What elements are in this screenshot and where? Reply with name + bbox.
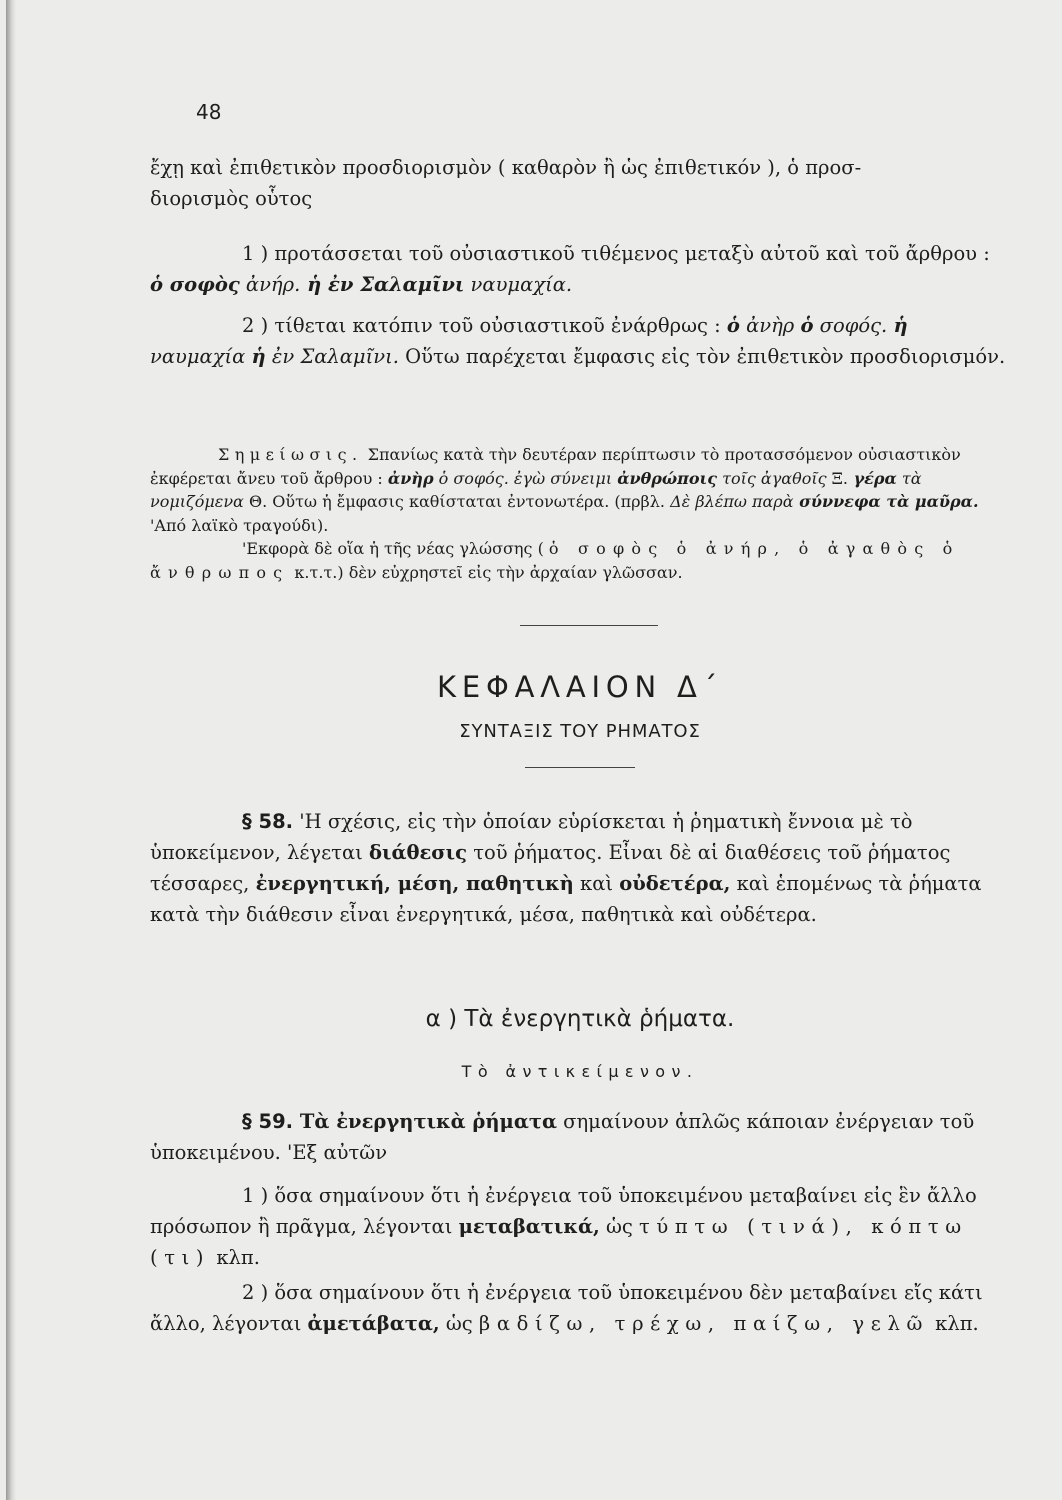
example-italic: ἀνήρ. bbox=[239, 273, 301, 296]
bold-term: μεταβατικά, bbox=[458, 1215, 600, 1238]
divider-rule bbox=[520, 625, 658, 626]
note-example-italic: Δὲ βλέπω παρὰ bbox=[670, 492, 794, 511]
example-bold: ἡ ἐν Σαλαμῖνι bbox=[300, 273, 465, 296]
note-reference: Ξ. bbox=[826, 468, 849, 488]
example-italic: σοφός. bbox=[813, 314, 888, 337]
list-text: κλπ. bbox=[928, 1312, 979, 1335]
example-italic: ναυμαχία. bbox=[464, 273, 573, 296]
note-example-italic: τοῖς ἀγαθοῖς bbox=[717, 468, 827, 488]
example-bold: ἡ bbox=[893, 314, 908, 337]
example-bold: ὁ bbox=[800, 314, 814, 337]
example-bold: ὁ bbox=[726, 314, 740, 337]
section-59-item-2 bbox=[150, 1277, 1008, 1339]
subsection-subheading: Τὸ ἀντικείμενον. bbox=[461, 1062, 699, 1081]
book-page bbox=[150, 0, 1010, 1500]
divider-rule bbox=[525, 767, 635, 768]
chapter-subtitle: ΣΥΝΤΑΞΙΣ ΤΟΥ ΡΗΜΑΤΟΣ bbox=[459, 721, 701, 742]
page-number: 48 bbox=[196, 100, 222, 124]
bold-term: ἐνεργητική, μέση, παθητικὴ bbox=[255, 872, 574, 895]
spaced-example: βαδίζω, τρέχω, παίζω, γελῶ bbox=[478, 1312, 929, 1335]
note-text: Σπανίως κατὰ τὴν δευτέραν περίπτωσιν τὸ προτασσόμενον οὐσιαστικὸν ἐκφέρεται ἄνευ τοῦ ἄρθρου : bbox=[150, 445, 961, 488]
section-59-item-1 bbox=[150, 1180, 1008, 1273]
continuation-line-2: διορισμὸς οὗτος bbox=[150, 187, 313, 210]
section-text: 'Η σχέσις, εἰς τὴν ὁποίαν εὑρίσκεται ἡ ῥηματικὴ ἔννοια μὲ τὸ ὑποκείμενον, λέγεται bbox=[150, 810, 913, 864]
example-bold: ὁ σοφὸς bbox=[150, 273, 240, 296]
bold-term: οὐδετέρα, bbox=[619, 872, 731, 895]
section-number: § 59. bbox=[242, 1110, 294, 1133]
note-example-italic: ὁ σοφός. bbox=[433, 468, 509, 488]
list-text: ὡς bbox=[599, 1215, 639, 1238]
note-example-italic: ἐγὼ σύνειμι bbox=[508, 468, 618, 488]
spaced-example: τύπτω (τινά), κόπτω (τι) bbox=[150, 1215, 968, 1269]
note-paragraph bbox=[150, 443, 1008, 537]
subsection-heading: α ) Τὰ ἐνεργητικὰ ῥήματα. bbox=[425, 1006, 735, 1032]
list-item-1 bbox=[150, 238, 1008, 300]
note-text: 'Εκφορὰ δὲ οἵα ἡ τῆς νέας γλώσσης ( bbox=[242, 539, 549, 558]
example-italic: ναυμαχία bbox=[150, 345, 252, 368]
note-label: Σημείωσις. bbox=[218, 445, 363, 464]
note-example-bold: ἀνὴρ bbox=[387, 468, 434, 488]
continuation-paragraph bbox=[150, 152, 1008, 214]
list-item-2-tail: Οὕτω παρέχεται ἔμφασις εἰς τὸν ἐπιθετικὸν προσδιορισμόν. bbox=[398, 345, 1006, 368]
note-paragraph-2 bbox=[150, 537, 1008, 584]
example-bold: ἡ bbox=[251, 345, 266, 368]
note-example-bold: σύννεφα τὰ μαῦρα. bbox=[793, 492, 979, 511]
section-text: καὶ bbox=[573, 872, 620, 895]
note-text: κ.τ.τ.) δὲν εὐχρηστεῖ εἰς τὴν ἀρχαίαν γλῶσσαν. bbox=[289, 562, 683, 582]
list-text: ὡς bbox=[439, 1312, 479, 1335]
section-58-paragraph bbox=[150, 806, 1008, 930]
bold-term: διάθεσις bbox=[369, 841, 467, 864]
page-edge-shadow bbox=[6, 0, 16, 1500]
note-example-italic: τὰ νομιζόμενα bbox=[150, 468, 922, 511]
note-reference: Θ. bbox=[243, 492, 268, 511]
example-italic: ἐν Σαλαμῖνι. bbox=[265, 345, 399, 368]
list-text: 1 ) ὅσα σημαίνουν ὅτι ἡ ἐνέργεια τοῦ ὑποκειμένου μεταβαίνει εἰς ἓν ἄλλο πρόσωπον ἢ πρᾶγμα, λέγονται bbox=[150, 1184, 977, 1238]
list-item-2-text: 2 ) τίθεται κατόπιν τοῦ οὐσιαστικοῦ ἐνάρθρως : bbox=[242, 314, 727, 337]
bold-term: Τὰ ἐνεργητικὰ ῥήματα bbox=[293, 1110, 557, 1133]
note-text: Οὕτω ἡ ἔμφασις καθίσταται ἐντονωτέρα. (πρβλ. bbox=[267, 492, 671, 511]
list-text: 2 ) ὅσα σημαίνουν ὅτι ἡ ἐνέργεια τοῦ ὑποκειμένου δὲν μεταβαίνει εἴς κάτι ἄλλο, λέγονται bbox=[150, 1281, 983, 1335]
section-59-paragraph bbox=[150, 1106, 1008, 1168]
list-text: κλπ. bbox=[210, 1246, 260, 1269]
note-text: 'Από λαϊκὸ τραγούδι). bbox=[150, 515, 329, 535]
note-example-bold: γέρα bbox=[848, 468, 897, 488]
bold-term: ἀμετάβατα, bbox=[307, 1312, 440, 1335]
continuation-line-1: ἔχῃ καὶ ἐπιθετικὸν προσδιορισμὸν ( καθαρὸν ἢ ὡς ἐπιθετικόν ), ὁ προσ- bbox=[150, 156, 862, 179]
section-number: § 58. bbox=[242, 810, 294, 833]
list-item-2 bbox=[150, 310, 1008, 372]
chapter-title: ΚΕΦΑΛΑΙΟΝ Δ΄ bbox=[437, 670, 723, 704]
example-italic: ἀνὴρ bbox=[739, 314, 801, 337]
section-text: σημαίνουν ἁπλῶς κάποιαν ἐνέργειαν τοῦ ὑποκειμένου. 'Εξ αὐτῶν bbox=[150, 1110, 975, 1164]
note-spaced-example: ὁ σοφὸς ὁ ἀνήρ, ὁ ἀγαθὸς ὁ ἄνθρωπος bbox=[150, 539, 960, 582]
section-text: καὶ ἑπομένως τὰ ῥήματα κατὰ τὴν διάθεσιν εἶναι ἐνεργητικά, μέσα, παθητικὰ καὶ οὐδέτερα. bbox=[150, 872, 982, 926]
note-example-bold: ἀνθρώποις bbox=[617, 468, 718, 488]
list-item-1-text: 1 ) προτάσσεται τοῦ οὐσιαστικοῦ τιθέμενος μεταξὺ αὐτοῦ καὶ τοῦ ἄρθρου : bbox=[242, 242, 990, 265]
section-text: τοῦ ῥήματος. Εἶναι δὲ αἱ διαθέσεις τοῦ ῥήματος τέσσαρες, bbox=[150, 841, 951, 895]
